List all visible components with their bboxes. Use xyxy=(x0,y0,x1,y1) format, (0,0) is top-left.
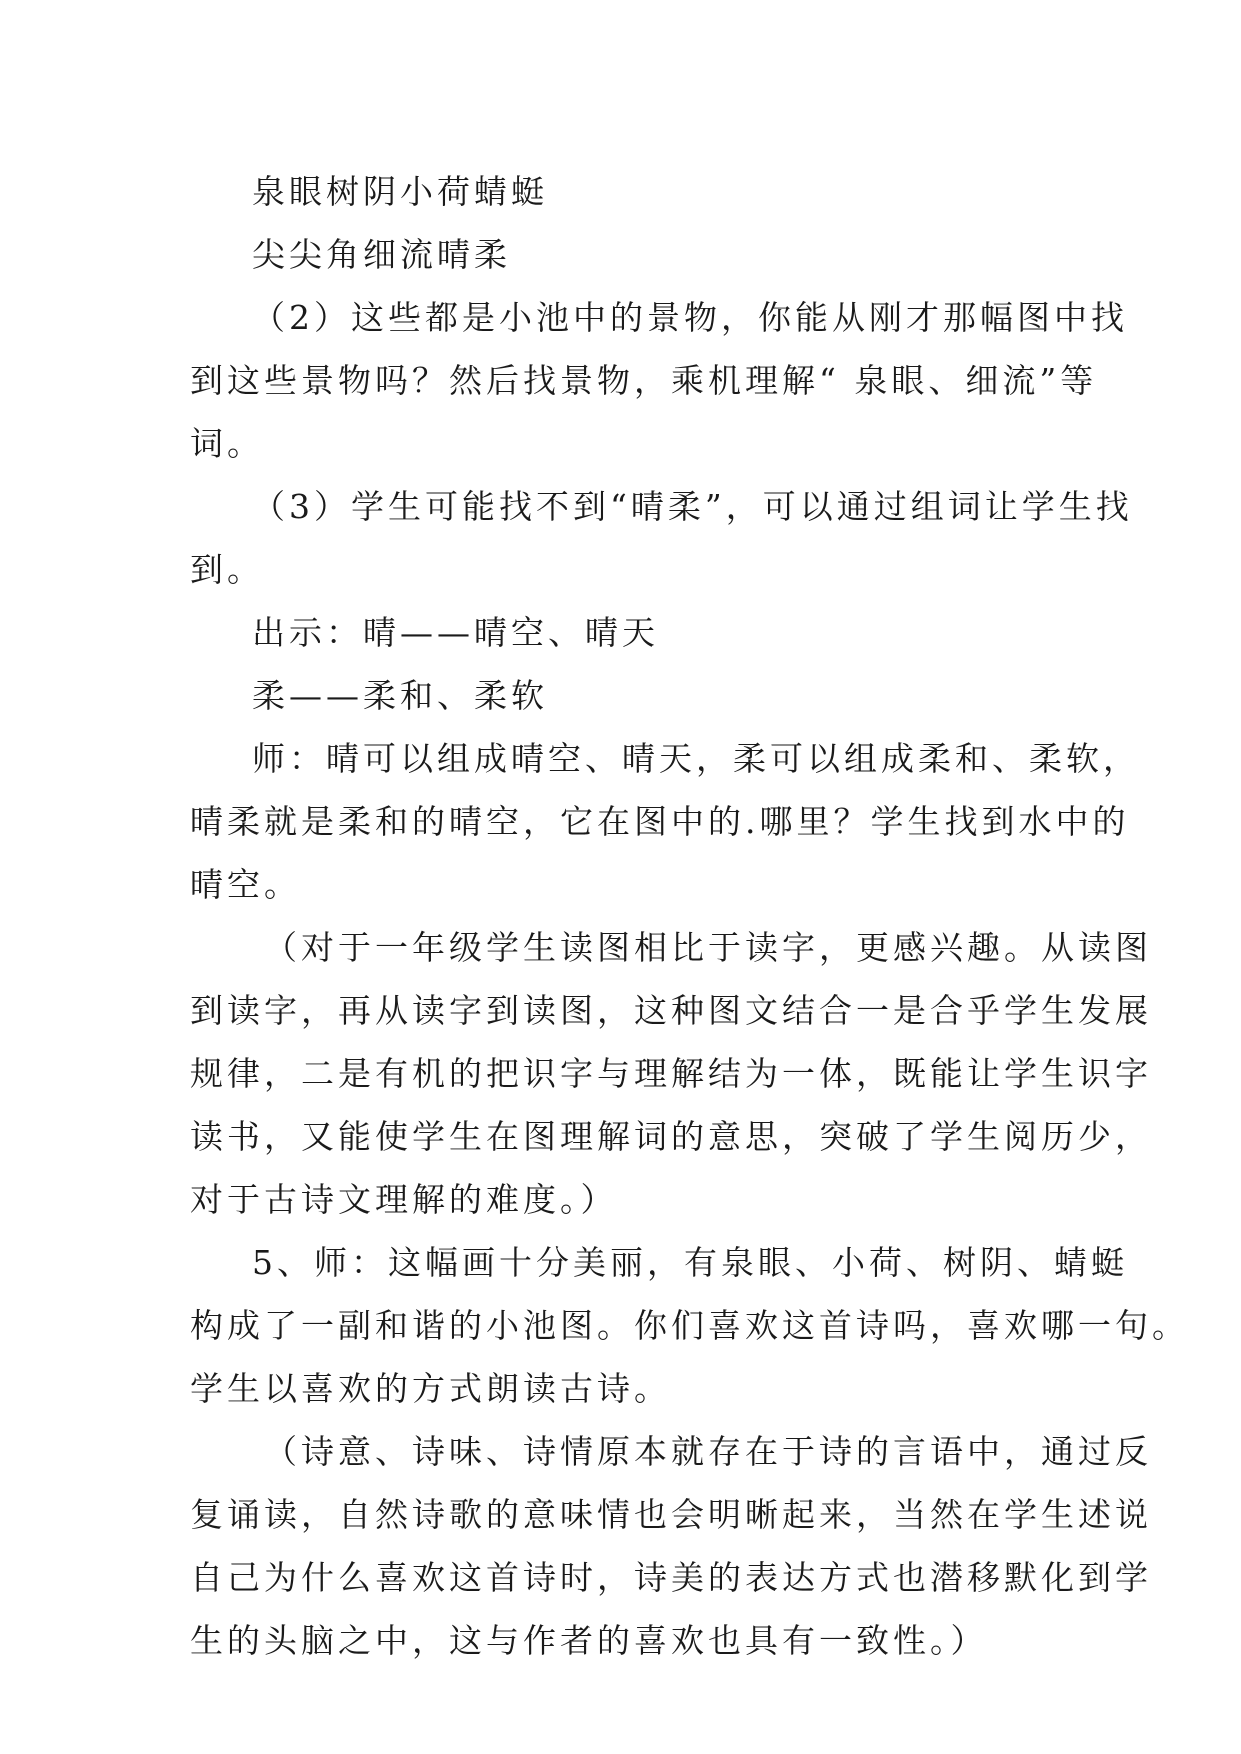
text-line: （诗意、诗味、诗情原本就存在于诗的言语中，通过反 xyxy=(264,1432,1152,1471)
text-line: 出示：晴——晴空、晴天 xyxy=(252,613,659,652)
text-line: 词。 xyxy=(190,424,264,463)
text-line: 读书，又能使学生在图理解词的意思，突破了学生阅历少， xyxy=(190,1117,1152,1156)
text-line: （3）学生可能找不到“晴柔”，可以通过组词让学生找 xyxy=(252,487,1133,526)
text-line: 构成了一副和谐的小池图。你们喜欢这首诗吗，喜欢哪一句。 xyxy=(190,1306,1189,1345)
text-line: 到读字，再从读字到读图，这种图文结合一是合乎学生发展 xyxy=(190,991,1152,1030)
text-line: 对于古诗文理解的难度。） xyxy=(190,1180,618,1219)
text-line: 尖尖角细流晴柔 xyxy=(252,235,511,274)
text-line: 泉眼树阴小荷蜻蜓 xyxy=(252,172,548,211)
text-line: （2）这些都是小池中的景物，你能从刚才那幅图中找 xyxy=(252,298,1128,337)
text-line: （对于一年级学生读图相比于读字，更感兴趣。从读图 xyxy=(264,928,1152,967)
text-line: 师：晴可以组成晴空、晴天，柔可以组成柔和、柔软， xyxy=(252,739,1140,778)
text-line: 柔——柔和、柔软 xyxy=(252,676,548,715)
text-line: 规律，二是有机的把识字与理解结为一体，既能让学生识字 xyxy=(190,1054,1152,1093)
text-line: 自己为什么喜欢这首诗时，诗美的表达方式也潜移默化到学 xyxy=(190,1558,1152,1597)
document-body xyxy=(190,160,1189,1672)
text-line: 到这些景物吗？然后找景物，乘机理解“ 泉眼、细流”等 xyxy=(190,361,1098,400)
text-line: 5、师：这幅画十分美丽，有泉眼、小荷、树阴、蜻蜓 xyxy=(252,1243,1128,1282)
text-line: 晴空。 xyxy=(190,865,301,904)
text-line: 生的头脑之中，这与作者的喜欢也具有一致性。） xyxy=(190,1621,988,1660)
text-line: 晴柔就是柔和的晴空，它在图中的.哪里？学生找到水中的 xyxy=(190,802,1130,841)
text-line: 复诵读，自然诗歌的意味情也会明晰起来，当然在学生述说 xyxy=(190,1495,1152,1534)
text-line: 学生以喜欢的方式朗读古诗。 xyxy=(190,1369,671,1408)
text-line: 到。 xyxy=(190,550,264,589)
